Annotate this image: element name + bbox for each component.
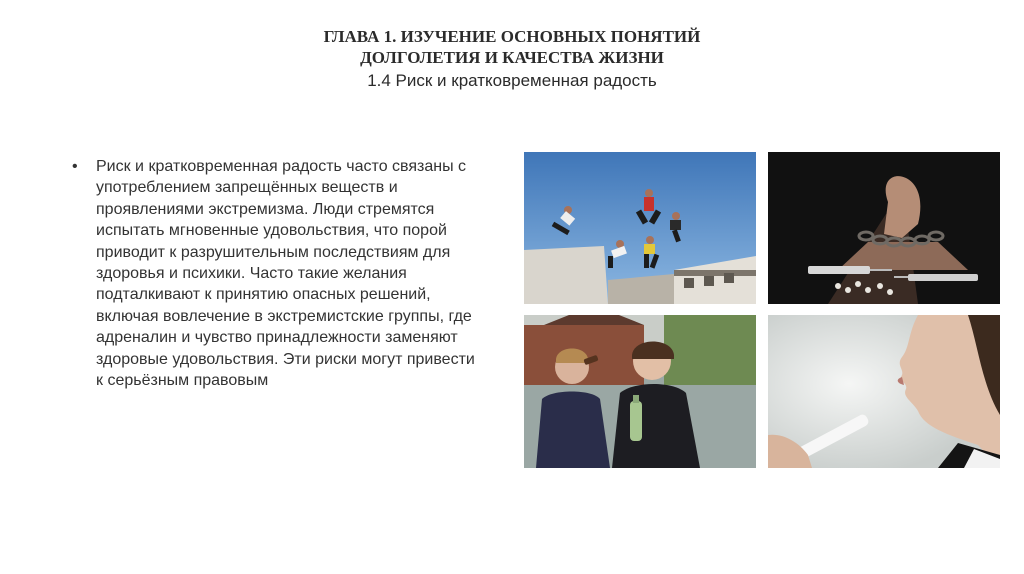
section-subtitle: 1.4 Риск и кратковременная радость	[367, 71, 657, 90]
vaping-photo	[768, 315, 1000, 468]
parkour-photo	[524, 152, 756, 304]
vape-illustration	[768, 315, 1000, 468]
teens-illustration	[524, 315, 756, 468]
bullet-list	[72, 156, 482, 391]
teens-drinking-photo	[524, 315, 756, 468]
chained-hands-photo	[768, 152, 1000, 304]
parkour-illustration	[524, 152, 756, 304]
chapter-title-line-1: ГЛАВА 1. ИЗУЧЕНИЕ ОСНОВНЫХ ПОНЯТИЙ	[323, 27, 701, 46]
chapter-title-line-2: ДОЛГОЛЕТИЯ И КАЧЕСТВА ЖИЗНИ	[360, 48, 664, 67]
bullet-text: Риск и кратковременная радость часто связаны с употреблением запрещённых веществ и проявлениями экстремизма. Люди стремятся испытать мгновенные удовольствия, что порой приводит к разрушительным последствиям для здоровья и психики. Часто такие желания подталкивают к принятию опасных решений, включая вовлечение в экстремистские группы, где адреналин и чувство принадлежности заменяют здоровые удовольствия. Эти риски могут привести к серьёзным правовым	[96, 158, 475, 390]
chains-illustration	[768, 152, 1000, 304]
slide-header	[0, 26, 1024, 92]
bullet-marker: •	[72, 158, 78, 175]
